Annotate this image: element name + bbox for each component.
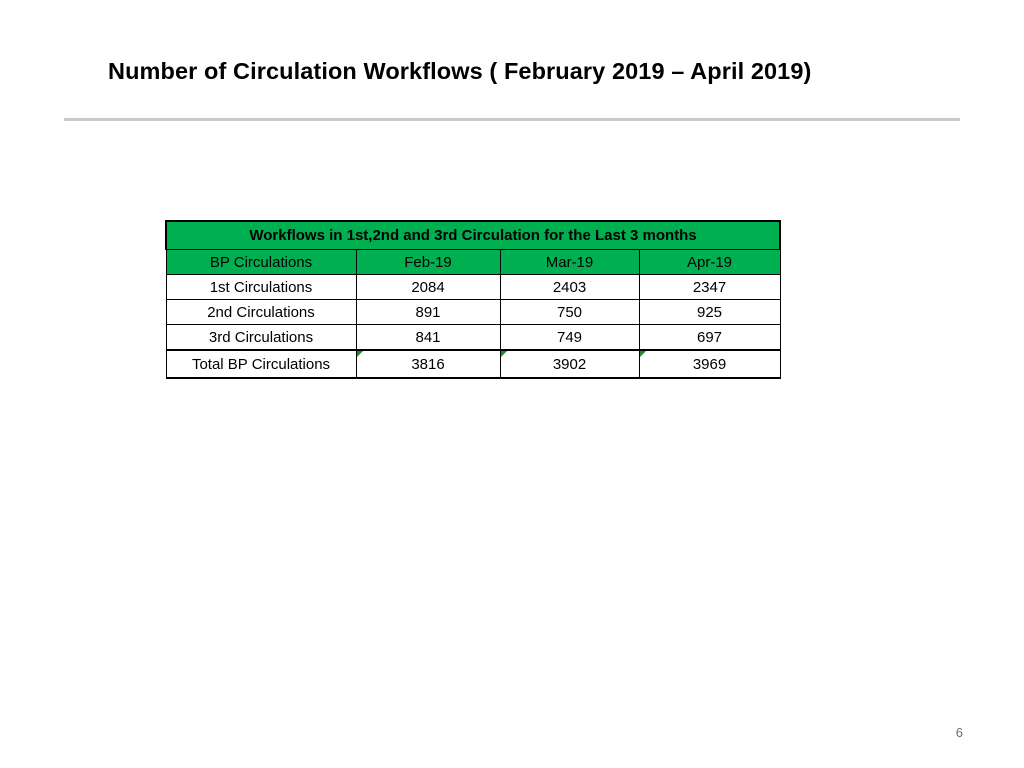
circulation-table-container [165, 220, 781, 379]
table-cell: 925 [639, 300, 780, 325]
column-header-feb-19: Feb-19 [356, 250, 500, 275]
table-cell: 891 [356, 300, 500, 325]
total-value: 3969 [692, 355, 727, 373]
page-number: 6 [955, 725, 963, 740]
cell-flag-marker [501, 351, 507, 357]
total-value: 3902 [552, 355, 587, 373]
total-cell [356, 350, 500, 378]
column-header-bp-circulations: BP Circulations [166, 250, 356, 275]
table-caption-row [166, 221, 780, 250]
table-total-row [166, 350, 780, 378]
circulation-table [165, 220, 781, 379]
cell-flag-marker [640, 351, 646, 357]
slide-title: Number of Circulation Workflows ( February 2019 – April 2019) [108, 58, 812, 84]
table-caption: Workflows in 1st,2nd and 3rd Circulation for the Last 3 months [166, 221, 780, 250]
table-cell: 750 [500, 300, 639, 325]
table-row [166, 300, 780, 325]
table-cell: 2403 [500, 275, 639, 300]
table-cell: 749 [500, 325, 639, 351]
table-header-row [166, 250, 780, 275]
table-row [166, 275, 780, 300]
table-cell: 697 [639, 325, 780, 351]
total-value: 3816 [411, 355, 445, 373]
column-header-apr-19: Apr-19 [639, 250, 780, 275]
table-cell: 841 [356, 325, 500, 351]
row-label: 3rd Circulations [166, 325, 356, 351]
title-divider [64, 118, 960, 121]
total-row-label: Total BP Circulations [166, 350, 356, 378]
table-row [166, 325, 780, 351]
row-label: 2nd Circulations [166, 300, 356, 325]
cell-flag-marker [357, 351, 363, 357]
table-cell: 2084 [356, 275, 500, 300]
row-label: 1st Circulations [166, 275, 356, 300]
table-cell: 2347 [639, 275, 780, 300]
column-header-mar-19: Mar-19 [500, 250, 639, 275]
total-cell [639, 350, 780, 378]
total-cell [500, 350, 639, 378]
